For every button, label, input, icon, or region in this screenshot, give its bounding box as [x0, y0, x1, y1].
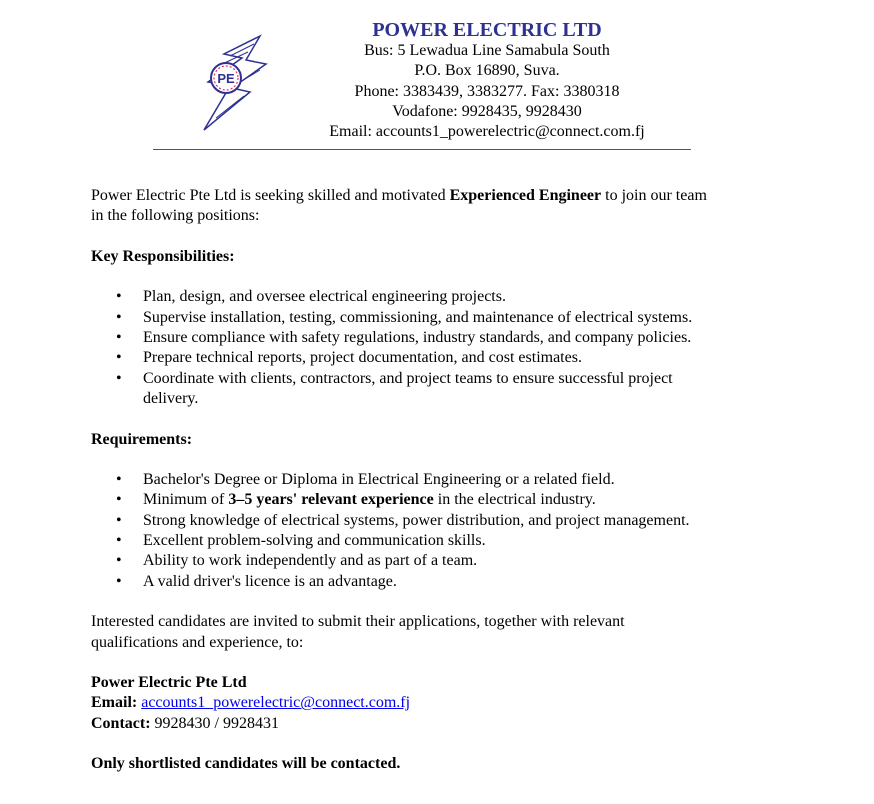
bullet-icon: • [116, 572, 122, 590]
intro-text: Power Electric Pte Ltd is seeking skilled and motivated [91, 187, 450, 204]
bullet-icon: • [116, 308, 122, 326]
bullet-icon: • [116, 349, 122, 367]
bullet-icon: • [116, 369, 122, 387]
company-name: POWER ELECTRIC LTD [372, 19, 602, 41]
contact-block [91, 673, 791, 734]
job-advert-body [91, 186, 791, 775]
bullet-icon: • [116, 552, 122, 570]
list-item: • Ensure compliance with safety regulations, industry standards, and company policies. [143, 328, 791, 348]
bullet-icon: • [116, 288, 122, 306]
list-item: • Strong knowledge of electrical systems, power distribution, and project management. [143, 511, 791, 531]
responsibilities-heading: Key Responsibilities: [91, 247, 235, 265]
list-item: • Supervise installation, testing, commissioning, and maintenance of electrical systems. [143, 308, 791, 328]
intro-paragraph [91, 186, 791, 227]
requirements-list [91, 470, 791, 592]
shortlist-note: Only shortlisted candidates will be contacted. [91, 755, 401, 773]
phone-line: Phone: 3383439, 3383277. Fax: 3380318 [354, 83, 620, 100]
power-electric-logo [190, 30, 276, 134]
intro-line-2: in the following positions: [91, 207, 260, 225]
address-line: Bus: 5 Lewadua Line Samabula South [364, 42, 610, 59]
letterhead [0, 0, 874, 160]
list-item: • Minimum of 3–5 years' relevant experience in the electrical industry. [143, 490, 791, 510]
header-divider [153, 149, 691, 150]
intro-position: Experienced Engineer [449, 187, 602, 204]
email-link[interactable]: accounts1_powerelectric@connect.com.fj [141, 694, 411, 712]
email-line: Email: accounts1_powerelectric@connect.com.fj [329, 123, 645, 140]
po-box-line: P.O. Box 16890, Suva. [414, 62, 560, 79]
list-item: • Prepare technical reports, project documentation, and cost estimates. [143, 348, 791, 368]
apply-paragraph: Interested candidates are invited to submit their applications, together with relevant qualifications and experience, to: [91, 613, 625, 651]
email-label: Email: [91, 694, 138, 712]
vodafone-line: Vodafone: 9928435, 9928430 [392, 103, 582, 120]
bullet-icon: • [116, 511, 122, 529]
list-item: • Bachelor's Degree or Diploma in Electrical Engineering or a related field. [143, 470, 791, 490]
list-item: • Ability to work independently and as part of a team. [143, 551, 791, 571]
contact-company: Power Electric Pte Ltd [91, 674, 247, 692]
requirements-heading: Requirements: [91, 430, 193, 448]
intro-text-end: to join our team [601, 187, 707, 204]
contact-numbers: 9928430 / 9928431 [154, 714, 279, 732]
bullet-icon: • [116, 329, 122, 347]
list-item: • Plan, design, and oversee electrical engineering projects. [143, 287, 791, 307]
bullet-icon: • [116, 471, 122, 489]
list-item: • Coordinate with clients, contractors, and project teams to ensure successful project delivery. [116, 369, 673, 407]
list-item: • Excellent problem-solving and communication skills. [143, 531, 791, 551]
bullet-icon: • [116, 491, 122, 509]
contact-label: Contact: [91, 714, 151, 732]
responsibilities-list [91, 287, 791, 409]
list-item: • A valid driver's licence is an advantage. [143, 572, 791, 592]
bullet-icon: • [116, 532, 122, 550]
logo-text: PE [217, 71, 235, 86]
